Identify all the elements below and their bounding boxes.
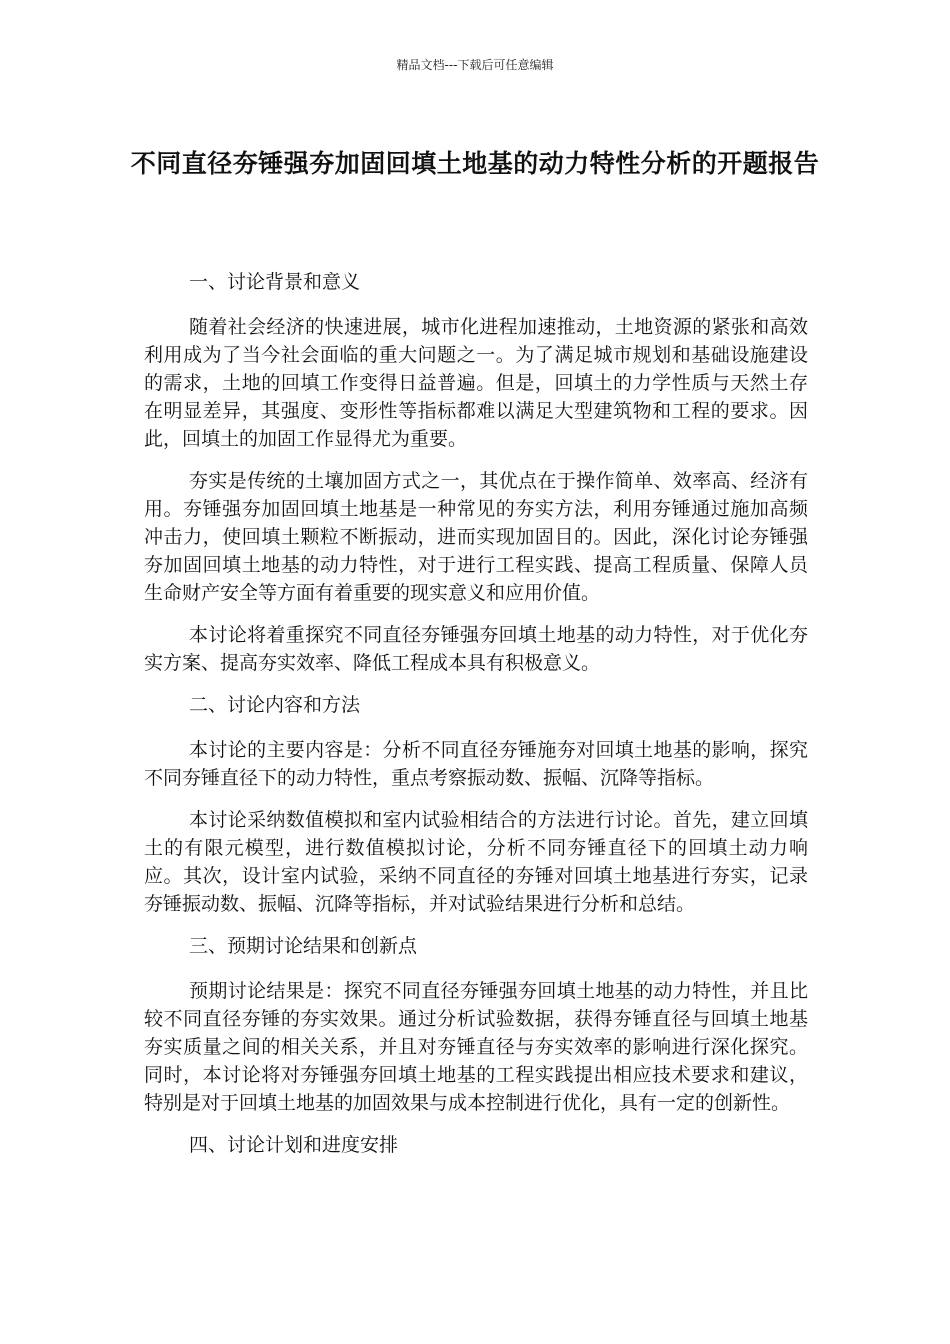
paragraph-1: 随着社会经济的快速进展，城市化进程加速推动，土地资源的紧张和高效利用成为了当今社会面临的重大问题之一。为了满足城市规划和基础设施建设的需求，土地的回填工作变得日益普遍。但是，回填土的力学性质与天然土存在明显差异，其强度、变形性等指标都难以满足大型建筑物和工程的要求。因此，回填土的加固工作显得尤为重要。 [144,316,808,450]
paragraph-3: 本讨论将着重探究不同直径夯锤强夯回填土地基的动力特性，对于优化夯实方案、提高夯实效率、降低工程成本具有积极意义。 [144,624,808,674]
section-heading-4: 四、讨论计划和进度安排 [189,1134,399,1156]
page-header: 精品文档---下载后可任意编辑 [396,58,554,72]
paragraph-2: 夯实是传统的土壤加固方式之一，其优点在于操作简单、效率高、经济有用。夯锤强夯加固回填土地基是一种常见的夯实方法，利用夯锤通过施加高频冲击力，使回填土颗粒不断振动，进而实现加固目的。因此，深化讨论夯锤强夯加固回填土地基的动力特性，对于进行工程实践、提高工程质量、保障人员生命财产安全等方面有着重要的现实意义和应用价值。 [144,470,808,604]
section-heading-2: 二、讨论内容和方法 [189,694,361,716]
paragraph-4: 本讨论的主要内容是：分析不同直径夯锤施夯对回填土地基的影响，探究不同夯锤直径下的动力特性，重点考察振动数、振幅、沉降等指标。 [144,739,808,789]
section-heading-3: 三、预期讨论结果和创新点 [189,935,418,957]
paragraph-6: 预期讨论结果是：探究不同直径夯锤强夯回填土地基的动力特性，并且比较不同直径夯锤的夯实效果。通过分析试验数据，获得夯锤直径与回填土地基夯实质量之间的相关关系，并且对夯锤直径与夯实效率的影响进行深化探究。同时，本讨论将对夯锤强夯回填土地基的工程实践提出相应技术要求和建议，特别是对于回填土地基的加固效果与成本控制进行优化，具有一定的创新性。 [144,980,808,1114]
document-body [144,268,808,1176]
document-title: 不同直径夯锤强夯加固回填土地基的动力特性分析的开题报告 [130,149,820,178]
paragraph-5: 本讨论采纳数值模拟和室内试验相结合的方法进行讨论。首先，建立回填土的有限元模型，进行数值模拟讨论，分析不同夯锤直径下的回填土动力响应。其次，设计室内试验，采纳不同直径的夯锤对回填土地基进行夯实，记录夯锤振动数、振幅、沉降等指标，并对试验结果进行分析和总结。 [144,809,808,915]
section-heading-1: 一、讨论背景和意义 [189,271,361,293]
